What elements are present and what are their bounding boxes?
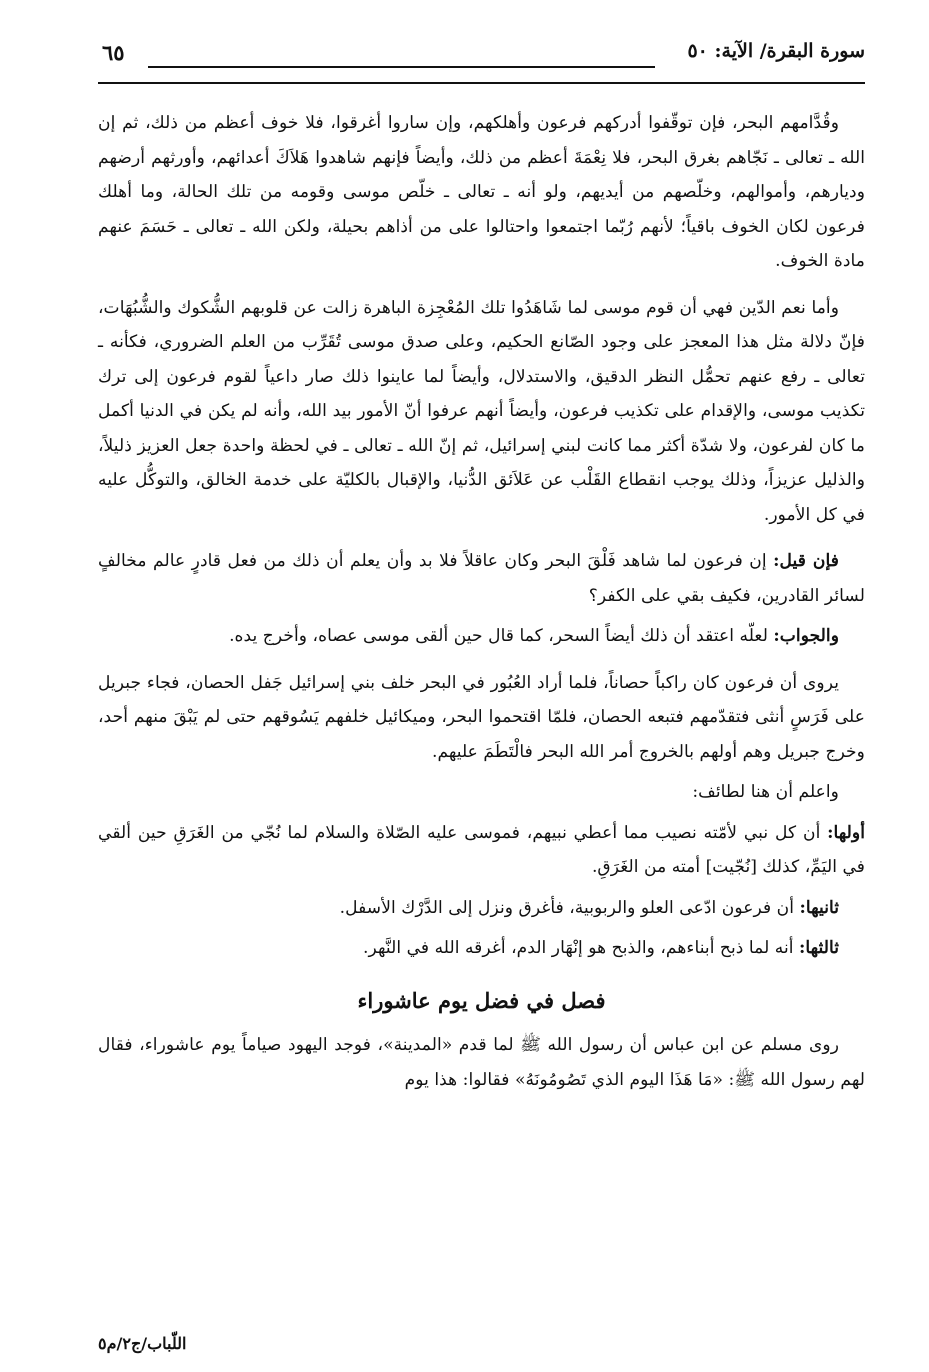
question-text: إن فرعون لما شاهد فَلْقَ البحر وكان عاقلاً فلا بد وأن يعلم أن ذلك من فعل قادرٍ عالم مخالفٍ لسائر القادرين، فكيف بقي على الكفر؟: [98, 551, 865, 606]
answer-paragraph: [98, 619, 865, 654]
page-body: [98, 106, 865, 1097]
subtlety-item: [98, 816, 865, 885]
subtlety-item: [98, 891, 865, 926]
header-rule: [98, 82, 865, 84]
header-short-rule: [148, 66, 655, 68]
surah-ayah-title: سورة البقرة/ الآية: ٥٠: [687, 40, 865, 62]
question-label: فإن قيل:: [773, 551, 840, 571]
answer-text: لعلّه اعتقد أن ذلك أيضاً السحر، كما قال حين ألقى موسى عصاه، وأخرج يده.: [229, 626, 768, 646]
page-footer-signature: اللّباب/ج٢/م٥: [98, 1334, 187, 1353]
subtlety-text: أنه لما ذبح أبناءهم، والذبح هو إنْهَار الدم، أغرقه الله في النَّهر.: [363, 938, 794, 958]
answer-label: والجواب:: [773, 626, 839, 646]
page-header: [98, 40, 865, 86]
paragraph-fear-removed: وقُدَّامهم البحر، فإن توقّفوا أدركهم فرعون وأهلكهم، وإن ساروا أغرقوا، فلا خوف أعظم من ذلك، ثم إن الله ـ تعالى ـ نَجّاهم بغرق البحر، فلا نِعْمَةَ أعظم من ذلك، وأيضاً فإنهم شاهدوا هَلاَكَ أعدائهم، وأورثهم أرضهم وديارهم، وأموالهم، وخلّصهم من أيديهم، ولو أنه ـ تعالى ـ خلّص موسى وقومه من تلك الحالة، وما أهلك فرعون لكان الخوف باقياً؛ لأنهم رُبّما اجتمعوا واحتالوا على من أذاهم بحيلة، ولكن الله ـ تعالى ـ حَسَمَ عنهم مادة الخوف.: [98, 113, 865, 271]
subtlety-text: أن فرعون ادّعى العلو والربوبية، فأغرق ونزل إلى الدَّرْك الأسفل.: [339, 897, 795, 918]
narration-paragraph: يروى أن فرعون كان راكباً حصاناً، فلما أراد العُبُور في البحر خلف بني إسرائيل جَفل الحصان، فجاء جبريل على فَرَسٍ أنثى فتقدّمهم فتبعه الحصان، فلمّا اقتحموا البحر، وميكائيل خلفهم يَسُوقهم حتى لم يَبْقَ منهم أحد، وخرج جبريل وهم أولهم بالخروج أمر الله البحر فالْتَطَمَ عليهم.: [98, 672, 865, 762]
subtlety-text: أن كل نبي لأمّته نصيب مما أعطي نبيهم، فموسى عليه الصّلاة والسلام لما نُجّي من الغَرَقِ حين ألقي في اليَمِّ، كذلك [نُجّيت] أمته من الغَرَقِ.: [98, 822, 865, 877]
section-heading: فصل في فضل يوم عاشوراء: [357, 987, 606, 1013]
subtleties-intro: واعلم أن هنا لطائف:: [692, 782, 839, 802]
subtlety-label: ثانيها:: [799, 897, 839, 918]
subtlety-label: ثالثها:: [799, 938, 839, 958]
question-paragraph: [98, 544, 865, 613]
page-number: ٦٥: [102, 40, 125, 65]
section-paragraph: روى مسلم عن ابن عباس أن رسول الله ﷺ لما قدم «المدينة»، فوجد اليهود صياماً يوم عاشوراء، فقال لهم رسول الله ﷺ: «مَا هَذَا اليوم الذي تَصُومُونَهُ» فقالوا: هذا يوم: [98, 1035, 865, 1090]
paragraph-religious-blessings: وأما نعم الدّين فهي أن قوم موسى لما شَاهَدُوا تلك المُعْجِزة الباهرة زالت عن قلوبهم الشُّكوك والشُّبُهَات، فإنّ دلالة مثل هذا المعجز على وجود الصّانع الحكيم، وعلى صدق موسى تُقَرِّب من العلم الضروري، فكأنه ـ تعالى ـ رفع عنهم تحمُّل النظر الدقيق، والاستدلال، وأيضاً لما عاينوا ذلك صار داعياً لقوم فرعون إلى ترك تكذيب موسى، والإقدام على تكذيب فرعون، وأيضاً أنهم عرفوا أنّ الأمور بيد الله، وأنه لم يكن في الدنيا أكمل ما كان لفرعون، ولا شدّة أكثر مما كانت لبني إسرائيل، ثم إنّ الله ـ تعالى ـ في لحظة واحدة جعل العزيز ذليلاً، والذليل عزيزاً، وذلك يوجب انقطاع القَلْب عن عَلاَئق الدُّنيا، والإقبال بالكليّة على خدمة الخالق، والتوكُّل عليه في كل الأمور.: [98, 297, 865, 525]
subtlety-item: [98, 931, 865, 966]
subtlety-label: أولها:: [827, 822, 865, 843]
